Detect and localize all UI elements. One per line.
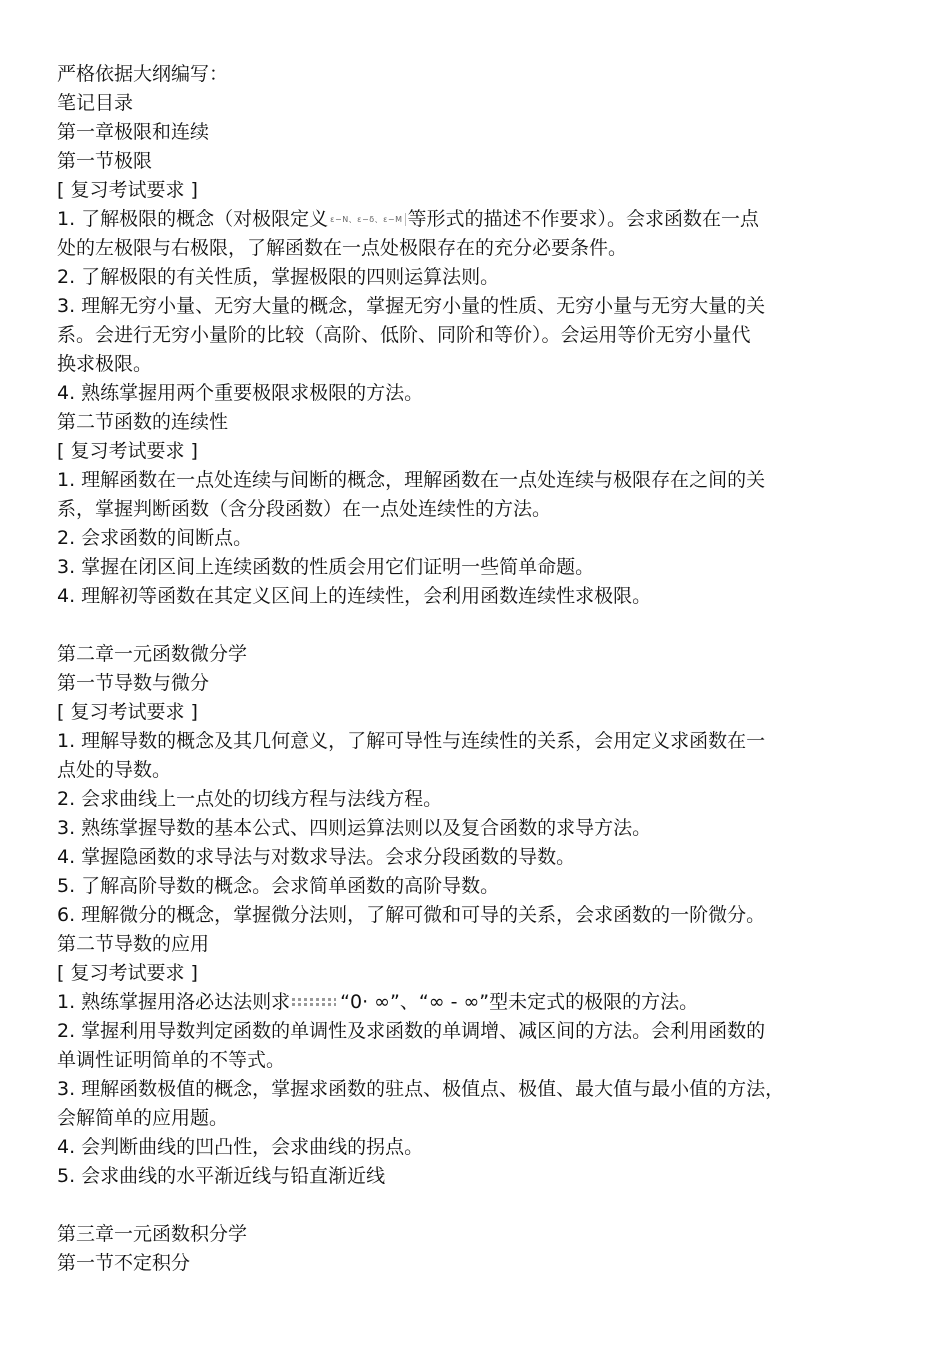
text-line: [57, 379, 877, 408]
line-text: 3. 熟练掌握导数的基本公式、四则运算法则以及复合函数的求导方法。: [57, 817, 652, 839]
text-line: [57, 176, 877, 205]
document-body: [57, 60, 877, 1278]
line-text: 4. 理解初等函数在其定义区间上的连续性，会利用函数连续性求极限。: [57, 585, 652, 607]
text-line: [57, 959, 877, 988]
formula-image: ε−N、ε−δ、ε−M: [330, 213, 405, 226]
text-line: [57, 350, 877, 379]
line-text: 4. 熟练掌握用两个重要极限求极限的方法。: [57, 382, 424, 404]
text-line: [57, 727, 877, 756]
text-line: [57, 1220, 877, 1249]
line-text: 2. 掌握利用导数判定函数的单调性及求函数的单调增、减区间的方法。会利用函数的: [57, 1020, 766, 1042]
line-text: 第二节函数的连续性: [57, 411, 229, 433]
line-text: 系。会进行无穷小量阶的比较（高阶、低阶、同阶和等价）。会运用等价无穷小量代: [57, 324, 751, 346]
blank-line: [57, 611, 877, 640]
text-line: [57, 89, 877, 118]
text-line: [57, 437, 877, 466]
line-text-continued: 等形式的描述不作要求）。会求函数在一点: [407, 208, 760, 230]
line-text: 5. 会求曲线的水平渐近线与铅直渐近线: [57, 1165, 386, 1187]
text-line: [57, 408, 877, 437]
blank-line: [57, 1191, 877, 1220]
text-line: [57, 292, 877, 321]
line-text: 第一节极限: [57, 150, 153, 172]
text-line: [57, 814, 877, 843]
text-line: [57, 234, 877, 263]
text-line: [57, 466, 877, 495]
line-text: 第一节不定积分: [57, 1252, 191, 1274]
line-text: 单调性证明简单的不等式。: [57, 1049, 286, 1071]
text-line: [57, 669, 877, 698]
line-text: 第二章一元函数微分学: [57, 643, 248, 665]
line-text: 第一节导数与微分: [57, 672, 210, 694]
text-line: [57, 901, 877, 930]
line-text: 5. 了解高阶导数的概念。会求简单函数的高阶导数。: [57, 875, 500, 897]
text-line: [57, 1162, 877, 1191]
line-text: 3. 理解无穷小量、无穷大量的概念，掌握无穷小量的性质、无穷小量与无穷大量的关: [57, 295, 766, 317]
line-text: 会解简单的应用题。: [57, 1107, 229, 1129]
text-line: [57, 872, 877, 901]
text-line: [57, 1133, 877, 1162]
line-text: 点处的导数。: [57, 759, 172, 781]
line-text: 第二节导数的应用: [57, 933, 210, 955]
text-line: [57, 553, 877, 582]
text-line: [57, 756, 877, 785]
text-line: [57, 495, 877, 524]
text-line: [57, 147, 877, 176]
line-text: 3. 掌握在闭区间上连续函数的性质会用它们证明一些简单命题。: [57, 556, 595, 578]
formula-image: [292, 996, 338, 1009]
line-text: [ 复习考试要求 ]: [57, 701, 198, 723]
line-text: 2. 了解极限的有关性质，掌握极限的四则运算法则。: [57, 266, 500, 288]
line-text: 严格依据大纲编写：: [57, 63, 229, 85]
text-line: [57, 988, 877, 1017]
line-text: 换求极限。: [57, 353, 153, 375]
text-line: [57, 524, 877, 553]
line-text: 处的左极限与右极限，了解函数在一点处极限存在的充分必要条件。: [57, 237, 628, 259]
line-text: 1. 了解极限的概念（对极限定义: [57, 208, 329, 230]
text-line: [57, 785, 877, 814]
text-line: [57, 698, 877, 727]
text-line: [57, 263, 877, 292]
line-text: 4. 会判断曲线的凹凸性，会求曲线的拐点。: [57, 1136, 424, 1158]
text-line: [57, 930, 877, 959]
text-line: [57, 1046, 877, 1075]
line-text: 1. 理解导数的概念及其几何意义，了解可导性与连续性的关系，会用定义求函数在一: [57, 730, 766, 752]
line-text: 系，掌握判断函数（含分段函数）在一点处连续性的方法。: [57, 498, 552, 520]
text-line: [57, 582, 877, 611]
text-line: [57, 640, 877, 669]
text-line: [57, 1104, 877, 1133]
text-line: [57, 118, 877, 147]
text-line: [57, 60, 877, 89]
text-line: [57, 1017, 877, 1046]
line-text: [ 复习考试要求 ]: [57, 962, 198, 984]
line-text: [ 复习考试要求 ]: [57, 440, 198, 462]
text-line: [57, 205, 877, 234]
line-text: 笔记目录: [57, 92, 134, 114]
line-text: 1. 理解函数在一点处连续与间断的概念，理解函数在一点处连续与极限存在之间的关: [57, 469, 766, 491]
line-text: 1. 熟练掌握用洛必达法则求: [57, 991, 291, 1013]
text-line: [57, 1075, 877, 1104]
text-line: [57, 1249, 877, 1278]
line-text: [ 复习考试要求 ]: [57, 179, 198, 201]
text-line: [57, 321, 877, 350]
line-text: 4. 掌握隐函数的求导法与对数求导法。会求分段函数的导数。: [57, 846, 576, 868]
line-text: 6. 理解微分的概念，掌握微分法则，了解可微和可导的关系，会求函数的一阶微分。: [57, 904, 766, 926]
text-line: [57, 843, 877, 872]
line-text-continued: “0· ∞”、“∞ - ∞”型未定式的极限的方法。: [340, 991, 699, 1013]
line-text: 2. 会求曲线上一点处的切线方程与法线方程。: [57, 788, 443, 810]
line-text: 第一章极限和连续: [57, 121, 210, 143]
line-text: 2. 会求函数的间断点。: [57, 527, 253, 549]
line-text: 3. 理解函数极值的概念，掌握求函数的驻点、极值点、极值、最大值与最小值的方法，: [57, 1078, 785, 1100]
line-text: 第三章一元函数积分学: [57, 1223, 248, 1245]
